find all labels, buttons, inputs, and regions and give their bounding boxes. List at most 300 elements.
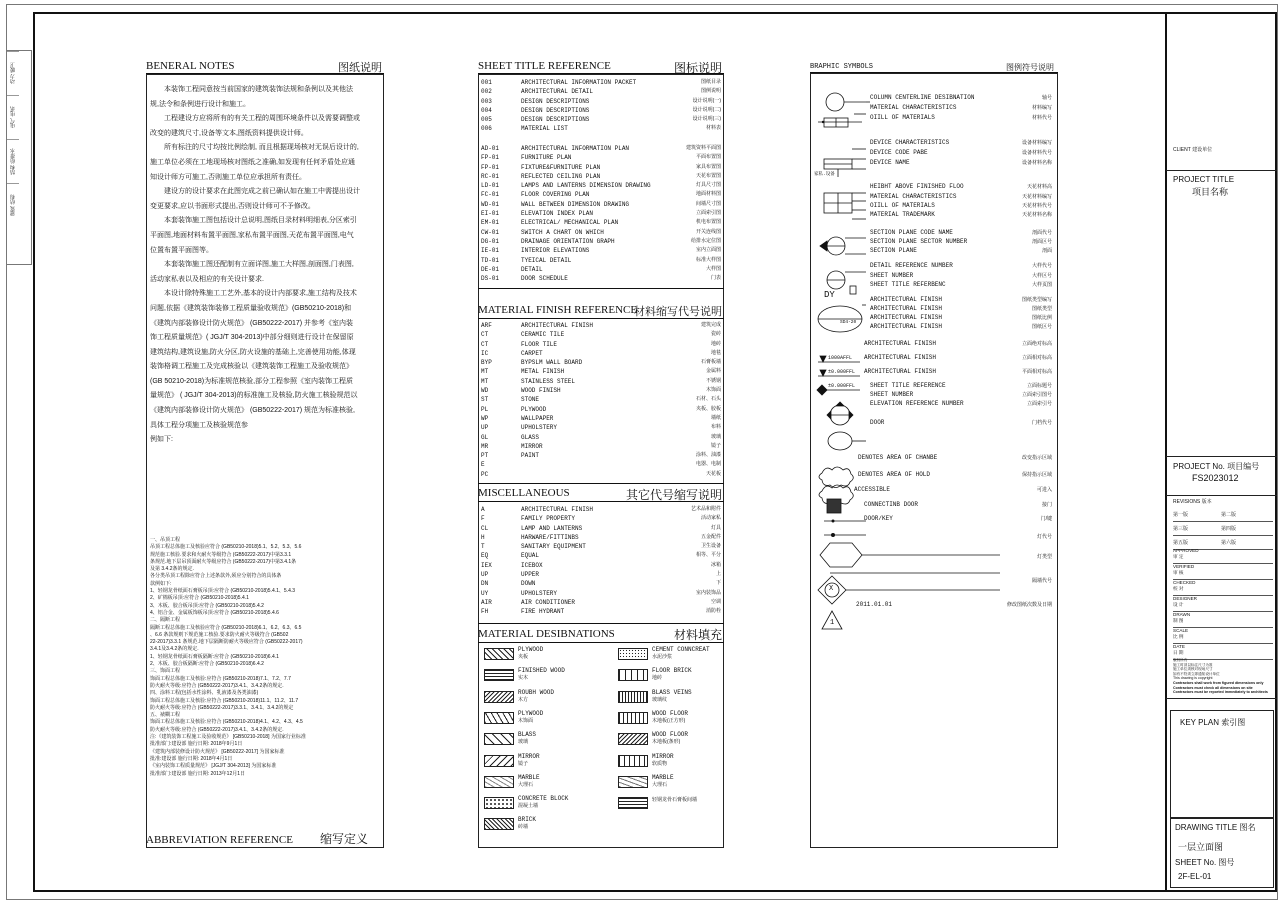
construction-item: 防火耐火等级:应符合 (GB50222-2017)3.3.1、3.4.1、3.4.2的规定 (150, 704, 294, 711)
row-code: EI-01 (481, 210, 500, 218)
row-name: WOOD FINISH (521, 387, 561, 395)
list-row (481, 414, 721, 423)
row-cn: 石膏板墙 (700, 359, 721, 366)
sign-label: DATE (1173, 644, 1185, 649)
general-notes-title-cn: 图纸说明 (338, 62, 382, 74)
construction-item: 饰面工程总体施工及核验:应符合 (GB50210-2018)7.1、7.2、7.7 (150, 675, 291, 682)
symbol-label-cn: 天花材料名称 (1021, 212, 1052, 218)
material-label (518, 732, 536, 745)
symbol-label: DEVICE CODE PABE (870, 149, 928, 156)
row-name: MIRROR (521, 442, 543, 450)
row-cn: 开关连线图 (695, 228, 721, 235)
list-row (481, 451, 721, 460)
fine-print-line: Contractors shall work from figured dimensions only (1173, 680, 1264, 685)
row-code: 002 (481, 88, 492, 96)
construction-item: 饰面工程总体施工及核验:应符合 (GB50210-2018)4.1、4.2、4.3、4.5 (150, 719, 303, 726)
row-code: EQ (481, 552, 489, 560)
construction-item: 条规范.地下层吊顶面耐火等级应符合 (GB50222-2017)中第3.4.1条 (150, 558, 297, 565)
symbol-label: SHEET TITLE REFERENCE (870, 382, 946, 389)
list-row (481, 561, 721, 570)
list-row (481, 321, 721, 330)
construction-item: 注:《建筑装饰工程施工及验收规范》 [GB50210-2018] 为国家行业标准 (150, 734, 306, 741)
material-name: CONCRETE BLOCK (518, 795, 569, 803)
material-name: MARBLE (518, 773, 540, 781)
row-code: 006 (481, 125, 492, 133)
material-name: MIRROR (518, 752, 540, 760)
material-label (652, 668, 692, 681)
row-cn: 电器、电制 (695, 461, 721, 468)
graphic-symbols-title: BRAPHIC SYMBOLS (810, 63, 874, 71)
material-name-cn: 木方 (518, 696, 529, 703)
row-code: A (481, 506, 485, 513)
graphic-symbols-title-cn: 图例符号说明 (1006, 63, 1054, 72)
row-code: CL (481, 524, 489, 532)
cross-label: X (829, 585, 834, 593)
symbol-label-cn: 大样区号 (1031, 273, 1052, 279)
symbol-label: MATERIAL CHARACTERISTICS (870, 104, 957, 111)
row-code: CT (481, 340, 489, 348)
list-row (481, 460, 721, 469)
sign-label-cn: 制 图 (1173, 618, 1184, 623)
symbol-label: CONNECTINB DOOR (864, 501, 919, 508)
project-no-value: FS2023012 (1192, 473, 1239, 483)
row-name: ARCHITECTURAL DETAIL (521, 88, 594, 96)
symbol-label-cn: 图纸区号 (1031, 324, 1052, 330)
row-name: MATERIAL LIST (521, 125, 568, 133)
list-row (481, 442, 721, 451)
row-cn: 墙纸 (710, 414, 721, 421)
list-row (481, 349, 721, 358)
row-name: ARCHITECTURAL INFORMATION PACKET (521, 79, 637, 86)
row-code: ST (481, 396, 489, 404)
revisions-table (1173, 508, 1273, 550)
row-cn: 下 (715, 580, 721, 587)
list-row (481, 340, 721, 349)
row-name: SWITCH A CHART ON WHICH (521, 228, 604, 236)
approval-stamp-strip (6, 50, 32, 265)
symbol-label-cn: 灯类型 (1036, 554, 1052, 560)
misc-title-cn: 其它代号缩写说明 (625, 488, 722, 502)
row-name: UPHOLSTERY (521, 424, 558, 432)
graphic-symbols-text (810, 73, 1058, 673)
sign-off-table (1173, 548, 1273, 660)
material-label (518, 775, 540, 788)
dy-label: DY (824, 290, 835, 300)
list-row (481, 256, 721, 265)
material-swatch (484, 733, 514, 745)
row-cn: 冰箱 (710, 561, 721, 568)
row-cn: 木饰面 (705, 387, 721, 394)
sign-row (1173, 596, 1273, 612)
list-row (481, 367, 721, 376)
row-cn: 涂料、油漆 (695, 452, 721, 459)
symbol-label-cn: 材料编写 (1031, 105, 1052, 111)
symbol-label: MATERIAL CHARACTERISTICS (870, 193, 957, 200)
row-code: TD-01 (481, 256, 500, 264)
material-name: MARBLE (652, 773, 674, 781)
sheet-no-label: SHEET No. 图号 (1175, 858, 1235, 867)
row-cn: 图例说明 (700, 88, 721, 95)
row-name: EQUAL (521, 552, 540, 560)
revision-cell: 第二版 (1221, 512, 1237, 518)
revision-cell: 第一版 (1173, 512, 1189, 518)
material-name-cn: 水泥沙浆 (652, 654, 673, 660)
symbol-label-cn: 图纸类型 (1031, 306, 1052, 312)
material-swatch (618, 712, 648, 724)
list-row (481, 124, 721, 133)
row-name: CARPET (521, 349, 543, 357)
sign-label-cn: 日 期 (1173, 650, 1184, 655)
material-name-cn: 轻钢龙骨石膏板间墙 (652, 797, 698, 804)
row-code: DN (481, 580, 489, 588)
row-name: PLYWOOD (521, 405, 547, 413)
material-label (652, 754, 674, 767)
row-code: MR (481, 442, 489, 450)
row-name: STAINLESS STEEL (521, 377, 576, 385)
symbol-label-cn: 设备材料代号 (1021, 150, 1052, 156)
sign-label: APPROVED (1173, 548, 1199, 553)
symbol-label: SHEET NUMBER (870, 391, 914, 398)
note-paragraph: 所有标注的尺寸均按比例绘制, 而且根据现场核对无误后设计的,施工单位必须在工地现场核对图纸之准确,如发现有任何矛盾处应通知设计师方可施工,否则施工单位应承担所有责任。 (150, 144, 359, 181)
row-cn: 活动家私 (700, 515, 721, 522)
material-name-cn: 大理石 (652, 781, 668, 788)
sheet-list-b (481, 144, 721, 283)
material-name-cn: 玻璃纹 (652, 696, 668, 703)
row-name: UPPER (521, 571, 540, 579)
construction-item: 款例如下: (150, 580, 172, 587)
material-name-cn: 地砖 (652, 675, 663, 682)
list-row (481, 228, 721, 237)
misc-title: MISCELLANEOUS (478, 487, 570, 499)
construction-item: 4、铝合金、金属板饰板吊顶:应符合 (GB50210-2018)5.4.6 (150, 609, 279, 616)
sign-label-cn: 审 定 (1173, 554, 1184, 559)
row-code: PL (481, 405, 489, 413)
row-cn: 镜子 (710, 442, 721, 449)
material-name-cn: 木地板(正方形) (652, 717, 686, 724)
construction-item: 五、裱糊工程 (150, 712, 181, 719)
row-name: DRAINAGE ORIENTATION GRAPH (521, 237, 615, 245)
symbol-label: ELEVATION REFERENCE NUMBER (870, 400, 964, 407)
symbol-label-cn: 材料代号 (1031, 115, 1052, 121)
material-name-cn: 大理石 (518, 781, 534, 788)
list-row (481, 106, 721, 115)
construction-item: 规范施工核验.要求和火耐火等级符合 (GB50222-2017)中第3.3.1 (150, 551, 292, 558)
row-code: LD-01 (481, 182, 500, 190)
sheet-ref-title: SHEET TITLE REFERENCE (478, 60, 611, 72)
list-row (481, 551, 721, 560)
material-name: BRICK (518, 816, 537, 824)
material-name: MIRROR (652, 752, 674, 760)
row-code: FC-01 (481, 191, 500, 199)
row-cn: 空调 (710, 598, 721, 605)
row-cn: 石材、石头 (695, 396, 721, 403)
material-label (652, 711, 688, 724)
symbol-label: DEVICE CHARACTERISTICS (870, 139, 950, 146)
revisions-label: REVISIONS 版本 (1173, 499, 1212, 505)
construction-item: 1、轻钢龙骨纸面石膏板隔断:应符合 (GB50210-2018)6.4.1 (150, 653, 279, 660)
construction-item: 1、轻钢龙骨纸面石膏板吊顶:应符合 (GB50210-2018)5.4.1、5.4.3 (150, 588, 296, 595)
fine-print-line: Contractors must check all dimensions on site (1173, 685, 1253, 690)
symbol-label-cn: 修改图纸次数及日期 (1006, 602, 1052, 608)
list-row (481, 542, 721, 551)
material-name-cn: 木地板(条形) (652, 739, 681, 746)
row-code: DG-01 (481, 237, 500, 245)
device-note-label: 家私.设备 (814, 172, 835, 177)
project-title-cn: 项目名称 (1192, 187, 1229, 197)
list-row (481, 514, 721, 523)
list-row (481, 209, 721, 218)
material-swatch (484, 776, 514, 788)
construction-item: 防火耐火等级:应符合 (GB50222-2017)3.4.1、3.4.2条的规定. (150, 682, 284, 689)
list-row (481, 330, 721, 339)
material-name: FLOOR BRICK (652, 667, 692, 675)
list-row (481, 87, 721, 96)
project-title-label: PROJECT TITLE (1173, 175, 1235, 184)
material-name: BLASS VEINS (652, 688, 692, 696)
row-name: FAMILY PROPERTY (521, 515, 576, 523)
row-name: DOWN (521, 580, 536, 588)
construction-item: 三、饰面工程 (150, 668, 181, 675)
sign-label-cn: 审 核 (1173, 570, 1184, 575)
material-swatch (484, 691, 514, 703)
row-name: FLOOR TILE (521, 340, 558, 348)
fine-print-line: 如有不符须立即通知设计单位 (1173, 671, 1220, 676)
row-name: DOOR SCHEDULE (521, 275, 568, 283)
row-name: FIXTURE&FURNITURE PLAN (521, 163, 601, 171)
list-row (481, 524, 721, 533)
row-cn: 间墙尺寸图 (695, 200, 721, 207)
material-name: FINISHED WOOD (518, 667, 565, 675)
abbreviation-title-cn: 缩写定义 (320, 832, 369, 846)
symbol-label: DOOR/KEY (864, 515, 893, 522)
row-cn: 上 (715, 571, 721, 578)
drawing-title-value: 一层立面图 (1178, 842, 1224, 852)
material-name-cn: 软质物 (652, 760, 668, 767)
note-paragraph: 本套装饰施工图包括设计总说明,图纸目录材料明细表,分区索引平面图,地面材料布置平面图,家私布置平面图,天花布置平面图,电气位置布置平面图等。 (150, 217, 357, 254)
general-notes-body (150, 83, 360, 448)
row-cn: 相等、平分 (695, 552, 721, 559)
revision-cell: 第四版 (1221, 526, 1237, 532)
reference-column (478, 58, 724, 848)
row-code: 005 (481, 116, 492, 124)
symbol-label-cn: 图纸类型编写 (1021, 297, 1052, 303)
revision-row (1173, 508, 1273, 522)
stamp-cell: 电气 电讯 (7, 95, 19, 139)
symbol-label: ARCHITECTURAL FINISH (864, 368, 937, 375)
material-name-cn: 夹板 (518, 654, 529, 660)
row-cn: 天花布置图 (695, 172, 721, 179)
construction-item: 批准:建设部 施行日期: 2018年4月1日 (150, 755, 233, 762)
list-row (481, 589, 721, 598)
list-row (481, 395, 721, 404)
misc-list (481, 505, 721, 617)
revision-row (1173, 522, 1273, 536)
row-name: DESIGN DESCRIPTIONS (521, 116, 590, 124)
list-row (481, 470, 721, 479)
row-name: BYPSLM WALL BOARD (521, 359, 583, 367)
row-cn: 卫生设备 (700, 543, 721, 550)
symbol-label: SHEET NUMBER (870, 272, 914, 279)
row-code: MT (481, 377, 489, 385)
row-code: T (481, 543, 485, 551)
symbol-label-cn: 保持指示区域 (1021, 472, 1052, 478)
material-finish-title-cn: 材料缩写代号说明 (634, 306, 722, 318)
material-label (652, 796, 697, 803)
material-label (652, 690, 692, 703)
construction-item: 《室内装饰工程质量规范》 [JGJ/T 304-2013] 为国家标准 (150, 763, 277, 770)
fine-print-line: Contractors must be reported immediately to architects (1173, 690, 1268, 695)
material-name-cn: 混凝土墙 (518, 803, 539, 810)
graphic-symbols-section (810, 58, 1058, 848)
list-row (481, 423, 721, 432)
material-label (652, 775, 674, 788)
material-designations-title-cn: 材料填充 (673, 628, 722, 642)
fine-print (1173, 658, 1277, 695)
list-row (481, 153, 721, 162)
material-swatch (484, 818, 514, 830)
row-code: GL (481, 433, 489, 441)
symbol-label-cn: 立面索引图号 (1021, 392, 1052, 398)
symbol-label-cn: 立面标题号 (1026, 383, 1052, 389)
symbol-label-cn: 立面绝对标高 (1021, 341, 1052, 347)
row-cn: 艺术品和附件 (690, 506, 721, 512)
material-label (518, 711, 543, 724)
row-code: FH (481, 608, 489, 616)
elev-abs-label: 1000AFFL (828, 355, 853, 361)
key-plan-box (1170, 710, 1274, 818)
row-code: FP-01 (481, 154, 500, 162)
row-name: LAMPS AND LANTERNS DIMENSION DRAWING (521, 182, 651, 190)
symbol-label-cn: 图纸比例 (1031, 315, 1052, 321)
client-label: CLIENT 建设单位 (1173, 147, 1213, 153)
symbol-label: 2011.01.01 (856, 601, 893, 608)
list-row (481, 115, 721, 124)
sheet-ref-title-cn: 图标说明 (673, 61, 722, 75)
material-swatch (618, 691, 648, 703)
material-swatch (484, 755, 514, 767)
row-name: FIRE HYDRANT (521, 608, 565, 616)
material-name: BLASS (518, 731, 537, 739)
construction-item: 一、吊顶工程 (150, 537, 181, 543)
list-row (481, 190, 721, 199)
construction-item: 、6.6 条款规则下规范施工核验.要求防火耐火等级符合 (GB502 (150, 631, 289, 638)
sign-label: CHECKED (1173, 580, 1196, 585)
material-swatch (618, 755, 648, 767)
key-plan-label: KEY PLAN 索引图 (1180, 718, 1246, 727)
construction-item: 批准部门:建设部 施行日期: 2018年9月1日 (150, 741, 243, 748)
construction-items-list (150, 537, 382, 778)
list-row (481, 163, 721, 172)
symbol-label-cn: 可进入 (1036, 487, 1052, 493)
list-row (481, 377, 721, 386)
list-row (481, 386, 721, 395)
symbol-label-cn: 大样页图 (1031, 282, 1052, 288)
row-code: 004 (481, 106, 492, 114)
row-code: MT (481, 368, 489, 376)
construction-item: 2、矿棉板吊顶:应符合 (GB50210-2018)5.4.1 (150, 595, 249, 602)
symbol-label-cn: 平面相对标高 (1021, 369, 1052, 375)
row-name: ARCHITECTURAL FINISH (521, 506, 594, 513)
sign-row (1173, 548, 1273, 564)
material-swatch (618, 776, 648, 788)
sheet-list-a (481, 78, 721, 134)
row-name: LAMP AND LANTERNS (521, 524, 583, 532)
symbol-label: SECTION PLANE CODE NAME (870, 229, 953, 236)
symbol-label-cn: 设备材料编写 (1021, 140, 1052, 146)
row-cn: 建筑完成 (700, 322, 721, 328)
symbol-label-cn: 剖面代号 (1031, 230, 1052, 236)
list-row (481, 607, 721, 616)
row-code: IC (481, 349, 489, 357)
row-cn: 给排水定位图 (690, 237, 721, 244)
row-cn: 平面布置图 (695, 154, 721, 161)
row-name: WALLPAPER (521, 414, 554, 422)
row-name: ICEBOX (521, 561, 543, 569)
note-paragraph: 建设方的设计要求在此图完成之前已确认如在施工中需提出设计变更要求,应以书面形式提出,否则设计师可不予修改。 (150, 188, 360, 210)
fine-print-line: 版权所有 (1173, 658, 1188, 662)
row-code: IEX (481, 561, 492, 569)
revision-cell: 第六版 (1221, 540, 1237, 546)
list-row (481, 144, 721, 153)
material-finish-list (481, 321, 721, 479)
symbol-label: ACCESSIBLE (854, 486, 891, 493)
row-name: METAL FINISH (521, 368, 565, 376)
construction-item: 及第 3.4.2条的规定. (150, 566, 194, 573)
row-name: DETAIL (521, 265, 543, 273)
row-code: IE-01 (481, 247, 500, 255)
list-row (481, 579, 721, 588)
construction-item: 隔断工程总体施工及核验应符合 (GB50210-2018)6.1、6.2、6.3、6.5 (150, 624, 302, 631)
construction-item: 批准部门:建设部 施行日期: 2013年12月1日 (150, 770, 246, 777)
row-cn: 室内装饰品 (695, 589, 721, 596)
material-swatch (618, 797, 648, 809)
row-code: WD (481, 387, 489, 395)
material-swatch (484, 797, 514, 809)
fine-print-line: 施工时须以标注尺寸为准 (1173, 662, 1213, 667)
row-name: HARWARE/FITTINBS (521, 533, 579, 541)
symbol-label-cn: 隔墙代号 (1031, 578, 1052, 584)
material-designations-grid (478, 644, 724, 844)
row-cn: 设计说明(二) (692, 106, 721, 113)
title-block (1166, 12, 1277, 892)
sign-label-cn: 校 对 (1173, 586, 1184, 591)
general-notes-section (146, 58, 384, 848)
symbol-label: MATERIAL TRADEMARK (870, 211, 935, 218)
row-name: GLASS (521, 433, 540, 441)
row-code: F (481, 515, 485, 523)
row-cn: 地毯 (710, 349, 721, 356)
list-row (481, 200, 721, 209)
symbol-label: SHEET TITLE REFERBENC (870, 281, 946, 288)
row-code: H (481, 533, 485, 541)
row-name: ELEVATION INDEX PLAN (521, 210, 594, 218)
list-row (481, 265, 721, 274)
row-name: ARCHITECTURAL INFORMATION PLAN (521, 145, 630, 152)
material-label (518, 796, 568, 809)
row-code: WD-01 (481, 200, 500, 208)
stamp-cell: 结构 给排水 (7, 139, 19, 183)
row-name: TYEICAL DETAIL (521, 256, 572, 264)
construction-item: 各分类吊顶工程除应符合上述条款外,须应分别符合的具体条 (150, 573, 282, 580)
row-code: RC-01 (481, 172, 500, 180)
material-label (518, 668, 565, 681)
general-notes-title: BENERAL NOTES (146, 60, 235, 72)
material-designations-title: MATERIAL DESIBNATIONS (478, 628, 615, 640)
row-code: CW-01 (481, 228, 500, 236)
material-swatch (484, 669, 514, 681)
row-code: 001 (481, 79, 492, 86)
symbol-label-cn: 设备材料名称 (1021, 160, 1052, 166)
